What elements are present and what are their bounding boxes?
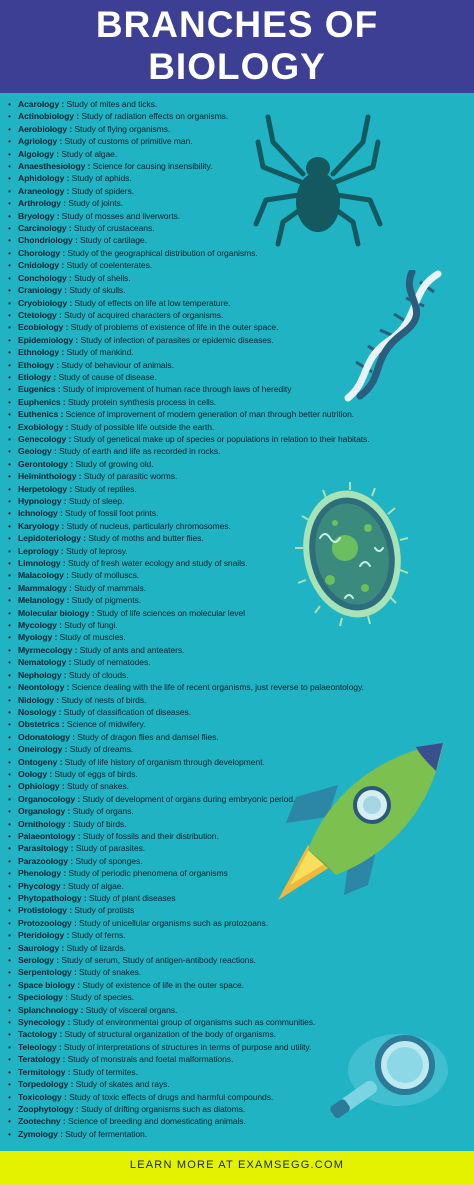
branch-definition: Study of serum, Study of antigen-antibody reactions. <box>59 955 256 966</box>
list-item <box>8 321 470 333</box>
list-item <box>8 1016 470 1028</box>
list-item <box>8 197 470 209</box>
branch-term: Teleology : <box>18 1041 62 1052</box>
branch-term: Organocology : <box>18 793 81 804</box>
branch-term: Parazoology : <box>18 855 74 866</box>
list-item <box>8 681 470 693</box>
list-item <box>8 135 470 147</box>
list-item <box>8 892 470 904</box>
list-item <box>8 991 470 1003</box>
branch-definition: Study of crustaceans. <box>71 223 155 234</box>
branch-definition: Study of ferns. <box>69 930 126 941</box>
branch-term: Malacology : <box>18 570 69 581</box>
branch-term: Ichnology : <box>18 508 63 519</box>
branch-term: Melanology : <box>18 595 70 606</box>
branch-term: Anaesthesiology : <box>18 161 91 172</box>
list-item <box>8 334 470 346</box>
list-item <box>8 148 470 160</box>
branch-term: Ophiology : <box>18 781 65 792</box>
list-item <box>8 855 470 867</box>
title-line-2: BIOLOGY <box>148 46 326 87</box>
branch-definition: Study of visceral organs. <box>83 1004 178 1015</box>
branch-term: Pteridology : <box>18 930 70 941</box>
branch-term: Tactology : <box>18 1029 63 1040</box>
branch-definition: Study of toxic effects of drugs and harmful compounds. <box>66 1091 274 1102</box>
footer-banner <box>0 1151 474 1185</box>
list-item <box>8 768 470 780</box>
branch-definition: Study of birds. <box>70 818 127 829</box>
branch-definition: Study of eggs of birds. <box>52 768 138 779</box>
branch-definition: Study of mankind. <box>64 347 134 358</box>
branch-definition: Study of structural organization of the body of organisms. <box>62 1029 276 1040</box>
list-item <box>8 1078 470 1090</box>
list-item <box>8 818 470 830</box>
list-item <box>8 656 470 668</box>
list-item <box>8 830 470 842</box>
list-item <box>8 569 470 581</box>
branch-definition: Study of improvement of human race through laws of heredity <box>60 384 292 395</box>
branch-definition: Study of growing old. <box>73 458 154 469</box>
branch-term: Chorology : <box>18 247 66 258</box>
branch-definition: Study of joints. <box>65 198 124 209</box>
branch-term: Eugenics : <box>18 384 61 395</box>
branch-definition: Study of classification of diseases. <box>61 706 191 717</box>
list-item <box>8 594 470 606</box>
branch-term: Oneirology : <box>18 744 68 755</box>
branch-definition: Study of mites and ticks. <box>64 99 158 109</box>
list-item <box>8 1066 470 1078</box>
list-item <box>8 743 470 755</box>
branch-definition: Study of the geographical distribution of organisms. <box>65 247 258 258</box>
branch-definition: Study of muscles. <box>57 632 126 643</box>
branch-term: Serology : <box>18 955 60 966</box>
branch-term: Herpetology : <box>18 483 73 494</box>
branch-definition: Study of coelenterates. <box>64 260 153 271</box>
branch-term: Agriology : <box>18 136 63 147</box>
list-item <box>8 160 470 172</box>
branch-term: Odonatology : <box>18 731 75 742</box>
branch-definition: Study of radiation effects on organisms. <box>79 111 229 122</box>
branch-term: Helminthology : <box>18 471 82 482</box>
branch-term: Gerontology : <box>18 458 74 469</box>
branch-definition: Study of fossil foot prints. <box>62 508 159 519</box>
list-item <box>8 495 470 507</box>
branch-definition: Study of clouds. <box>66 669 129 680</box>
branch-definition: Study of fermentation. <box>62 1128 148 1139</box>
list-item <box>8 259 470 271</box>
list-item <box>8 545 470 557</box>
branch-definition: Study of ants and anteaters. <box>77 644 185 655</box>
branch-definition: Study of pigments. <box>69 595 141 606</box>
branch-term: Serpentology : <box>18 967 77 978</box>
list-item <box>8 346 470 358</box>
list-item <box>8 359 470 371</box>
branch-term: Neontology : <box>18 682 70 693</box>
list-item <box>8 631 470 643</box>
branches-list <box>8 98 470 1140</box>
branch-definition: Study of skulls. <box>66 285 126 296</box>
branch-definition: Study of snakes. <box>76 967 141 978</box>
list-item <box>8 619 470 631</box>
branch-term: Nephology : <box>18 669 67 680</box>
list-item <box>8 123 470 135</box>
list-item <box>8 793 470 805</box>
list-item <box>8 979 470 991</box>
list-item <box>8 756 470 768</box>
branch-definition: Study of effects on life at low temperature. <box>72 297 231 308</box>
branch-definition: Science of improvement of modern generation of man through better nutrition. <box>63 409 355 420</box>
list-item <box>8 247 470 259</box>
branch-definition: Study of nests of birds. <box>59 694 147 705</box>
branch-term: Zoophytology : <box>18 1103 79 1114</box>
branch-term: Ethology : <box>18 359 60 370</box>
title-line-1: BRANCHES OF <box>95 4 379 45</box>
branch-term: Bryology : <box>18 210 60 221</box>
list-item <box>8 272 470 284</box>
branch-term: Protistology : <box>18 905 72 916</box>
branch-definition: Study of genetical make up of species or populations in relation to their habitats. <box>71 433 370 444</box>
branch-definition: Study of algae. <box>59 148 118 159</box>
branch-term: Lepidoteriology : <box>18 533 87 544</box>
branch-definition: Study of life sciences on molecular level <box>94 607 245 618</box>
branch-definition: Study of shells. <box>71 272 131 283</box>
branch-definition: Study of species. <box>67 992 134 1003</box>
branch-term: Chondriology : <box>18 235 78 246</box>
branch-term: Space biology : <box>18 979 81 990</box>
list-item <box>8 1128 470 1140</box>
branch-term: Nosology : <box>18 706 62 717</box>
branch-definition: Study of customs of primitive man. <box>62 136 193 147</box>
branch-definition: Study of interpretations of structures in terms of purpose and utility. <box>61 1041 312 1052</box>
branch-term: Mycology : <box>18 620 62 631</box>
list-item <box>8 557 470 569</box>
list-item <box>8 445 470 457</box>
branch-definition: Study of termites. <box>70 1066 138 1077</box>
branch-term: Parasitology : <box>18 843 74 854</box>
branch-definition: Science of breeding and domesticating animals. <box>65 1116 246 1127</box>
list-item <box>8 644 470 656</box>
list-item <box>8 966 470 978</box>
branch-definition: Study of existence of life in the outer space. <box>80 979 244 990</box>
branch-term: Carcinology : <box>18 223 72 234</box>
list-item <box>8 371 470 383</box>
list-item <box>8 433 470 445</box>
list-item <box>8 731 470 743</box>
branch-term: Aerobiology : <box>18 123 73 134</box>
branch-term: Algology : <box>18 148 60 159</box>
branch-term: Karyology : <box>18 520 65 531</box>
list-item <box>8 98 470 110</box>
branch-term: Toxicology : <box>18 1091 67 1102</box>
branch-definition: Study of protists <box>71 905 135 916</box>
list-item <box>8 1053 470 1065</box>
list-item <box>8 172 470 184</box>
branch-definition: Study of acquired characters of organisms. <box>61 309 224 320</box>
branch-definition: Study of plant diseases <box>86 893 176 903</box>
list-item <box>8 954 470 966</box>
list-item <box>8 1091 470 1103</box>
list-item <box>8 383 470 395</box>
branch-term: Protozoology : <box>18 917 77 928</box>
branch-definition: Study of fungi. <box>61 620 118 631</box>
branch-term: Hypnology : <box>18 496 67 506</box>
branch-term: Teratology : <box>18 1054 66 1065</box>
branch-term: Exobiology : <box>18 421 69 432</box>
list-item <box>8 694 470 706</box>
branch-term: Etiology : <box>18 371 57 382</box>
branch-term: Phycology : <box>18 880 66 891</box>
branch-term: Nematology : <box>18 657 72 668</box>
branch-definition: Study of environmental group of organisms such as communities. <box>70 1017 316 1028</box>
list-item <box>8 421 470 433</box>
list-item <box>8 1028 470 1040</box>
page-title <box>0 0 474 88</box>
branch-definition: Study of spiders. <box>69 185 134 196</box>
list-item <box>8 780 470 792</box>
list-item <box>8 867 470 879</box>
branch-term: Saurology : <box>18 942 65 953</box>
branch-term: Speciology : <box>18 992 68 1003</box>
branch-term: Palaeontology : <box>18 830 81 841</box>
list-item <box>8 483 470 495</box>
branch-definition: Study protein synthesis process in cells. <box>65 396 217 407</box>
branch-term: Geology : <box>18 446 57 457</box>
branch-term: Ornithology : <box>18 818 71 829</box>
branch-term: Genecology : <box>18 433 72 444</box>
list-item <box>8 1103 470 1115</box>
branch-definition: Study of snakes. <box>64 781 129 792</box>
branch-term: Phytopathology : <box>18 893 87 903</box>
branch-definition: Study of drifting organisms such as diatoms. <box>78 1103 246 1114</box>
branch-term: Zootechny : <box>18 1116 66 1127</box>
branch-definition: Study of lizards. <box>64 942 126 953</box>
list-item <box>8 1115 470 1127</box>
list-item <box>8 234 470 246</box>
branch-definition: Study of moths and butter flies. <box>86 533 204 544</box>
branch-term: Splanchnology : <box>18 1004 84 1015</box>
branch-definition: Study of reptiles. <box>72 483 137 494</box>
branch-definition: Study of nematodes. <box>71 657 151 668</box>
branch-term: Organology : <box>18 806 71 817</box>
branch-term: Oology : <box>18 768 53 779</box>
list-item <box>8 185 470 197</box>
branch-definition: Study of life history of organism through development. <box>62 756 265 767</box>
list-item <box>8 582 470 594</box>
branch-definition: Study of nucleus, particularly chromosomes. <box>64 520 231 531</box>
list-item <box>8 284 470 296</box>
branch-term: Phenology : <box>18 868 67 879</box>
list-item <box>8 210 470 222</box>
branch-definition: Study of organs. <box>70 806 134 817</box>
list-item <box>8 929 470 941</box>
branch-definition: Study of unicellular organisms such as protozoans. <box>76 917 268 928</box>
list-item <box>8 408 470 420</box>
list-item <box>8 607 470 619</box>
list-item <box>8 917 470 929</box>
branch-term: Mammalogy : <box>18 582 72 593</box>
branch-term: Molecular biology : <box>18 607 95 618</box>
branch-term: Zymology : <box>18 1128 63 1139</box>
header-banner <box>0 0 474 93</box>
list-item <box>8 842 470 854</box>
branch-definition: Study of leprosy. <box>63 545 128 556</box>
branch-definition: Study of development of organs during embryonic period. <box>80 793 296 804</box>
branch-definition: Study of aphids. <box>69 173 132 184</box>
branch-term: Myology : <box>18 632 58 643</box>
branch-definition: Science dealing with the life of recent organisms, just reverse to palaeontology. <box>69 682 364 693</box>
list-item <box>8 520 470 532</box>
list-item <box>8 942 470 954</box>
branch-definition: Study of molluscs. <box>68 570 140 581</box>
branch-definition: Study of cause of disease. <box>56 371 157 382</box>
branch-term: Ctetology : <box>18 309 62 320</box>
branch-term: Ontogeny : <box>18 756 63 767</box>
branch-definition: Study of mammals. <box>71 582 146 593</box>
list-item <box>8 904 470 916</box>
list-item <box>8 1004 470 1016</box>
branch-definition: Study of problems of existence of life in the outer space. <box>68 322 279 333</box>
branch-term: Myrmecology : <box>18 644 78 655</box>
branch-definition: Science for causing insensibility. <box>90 161 213 172</box>
branch-definition: Study of behaviour of animals. <box>59 359 174 370</box>
branch-definition: Study of infection of parasites or epidemic diseases. <box>78 334 274 345</box>
list-item <box>8 1041 470 1053</box>
branch-definition: Study of monstrals and foetal malformations. <box>65 1054 234 1065</box>
list-item <box>8 110 470 122</box>
branch-term: Euphenics : <box>18 396 66 407</box>
branch-term: Limnology : <box>18 558 66 569</box>
branch-definition: Study of mosses and liverworts. <box>59 210 181 221</box>
branch-term: Craniology : <box>18 285 67 296</box>
branch-definition: Study of fresh water ecology and study of snails. <box>65 558 248 569</box>
branch-definition: Study of parasitic worms. <box>81 471 178 482</box>
branch-definition: Study of possible life outside the earth. <box>68 421 215 432</box>
list-item <box>8 309 470 321</box>
branch-term: Acarology : <box>18 99 65 109</box>
branch-definition: Study of sleep. <box>66 496 125 506</box>
branch-term: Obstetrics : <box>18 719 65 730</box>
branch-term: Torpedology : <box>18 1079 74 1090</box>
branch-definition: Study of algae. <box>65 880 124 891</box>
branch-term: Termitology : <box>18 1066 71 1077</box>
list-item <box>8 222 470 234</box>
branch-term: Aphidology : <box>18 173 70 184</box>
list-item <box>8 458 470 470</box>
branch-term: Ethnology : <box>18 347 65 358</box>
branch-term: Araneology : <box>18 185 70 196</box>
branch-term: Synecology : <box>18 1017 71 1028</box>
branch-term: Epidemiology : <box>18 334 79 345</box>
branch-term: Euthenics : <box>18 409 64 420</box>
branch-term: Cryobiology : <box>18 297 73 308</box>
branch-definition: Study of dragon flies and damsel flies. <box>74 731 219 742</box>
branch-term: Ecobiology : <box>18 322 69 333</box>
branch-term: Conchology : <box>18 272 72 283</box>
list-item <box>8 532 470 544</box>
branch-definition: Study of sponges. <box>73 855 143 866</box>
branch-definition: Study of skates and rays. <box>73 1079 170 1090</box>
branch-term: Leprology : <box>18 545 64 556</box>
branch-term: Cnidology : <box>18 260 65 271</box>
branch-term: Nidology : <box>18 694 60 705</box>
list-item <box>8 470 470 482</box>
list-item <box>8 669 470 681</box>
list-item <box>8 706 470 718</box>
branch-term: Actinobiology : <box>18 111 80 122</box>
list-item <box>8 805 470 817</box>
branch-definition: Study of earth and life as recorded in rocks. <box>56 446 221 457</box>
list-item <box>8 507 470 519</box>
branch-term: Arthrology : <box>18 198 66 209</box>
branch-definition: Study of cartilage. <box>77 235 147 246</box>
branch-definition: Study of flying organisms. <box>72 123 171 134</box>
branch-definition: Study of periodic phenomena of organisms <box>66 868 228 879</box>
list-item <box>8 718 470 730</box>
list-item <box>8 297 470 309</box>
branch-definition: Study of parasites. <box>73 843 146 854</box>
branch-definition: Science of midwifery. <box>64 719 146 730</box>
list-item <box>8 880 470 892</box>
branch-definition: Study of dreams. <box>67 744 134 755</box>
list-item <box>8 396 470 408</box>
footer-link-text[interactable]: LEARN MORE AT EXAMSEGG.COM <box>129 1159 345 1171</box>
branch-definition: Study of fossils and their distribution. <box>80 830 219 841</box>
